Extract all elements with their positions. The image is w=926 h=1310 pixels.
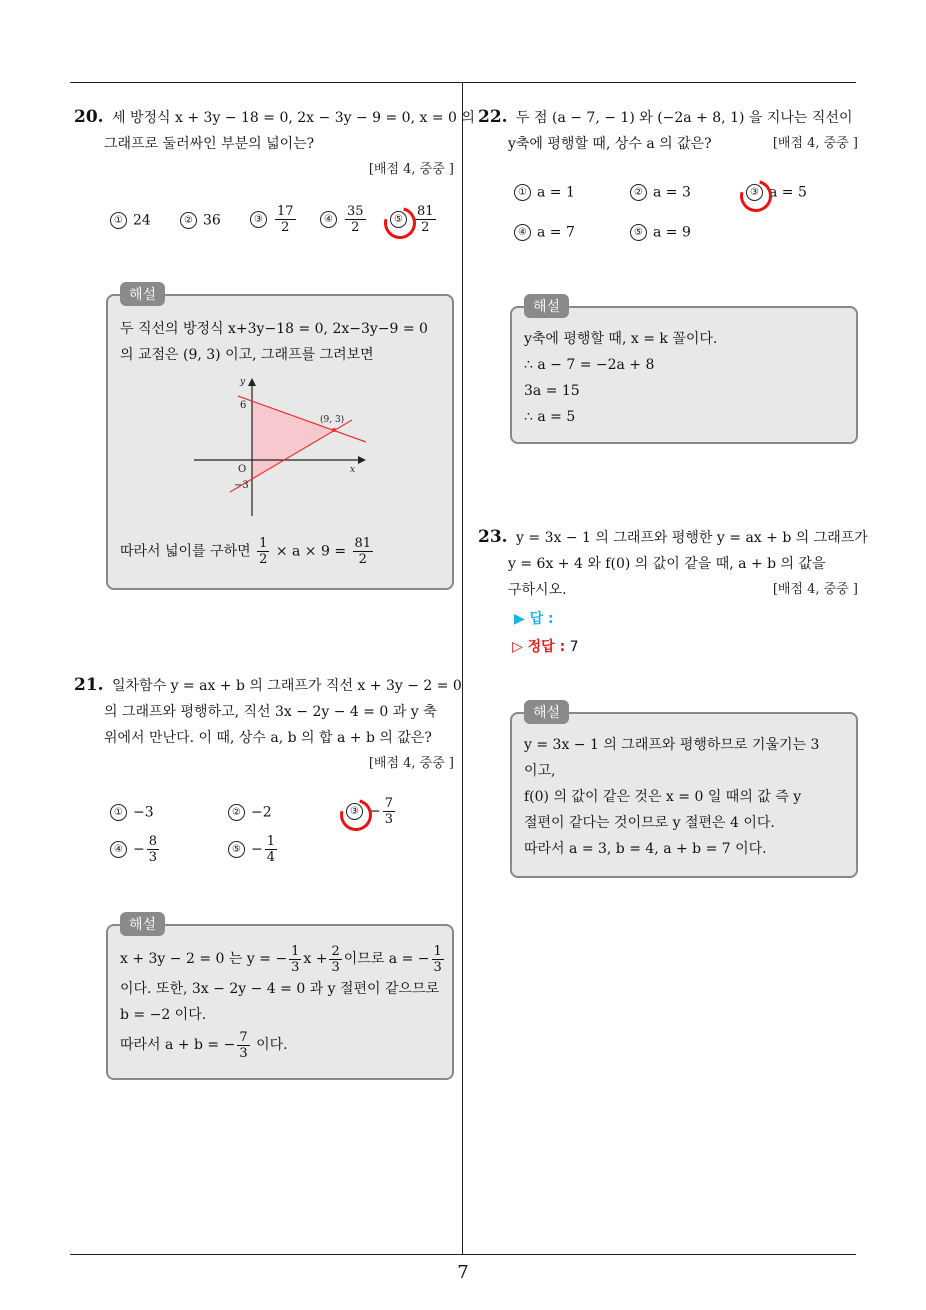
choice-3[interactable]: ③ $\frac{17}{2}$ xyxy=(250,204,298,235)
x-axis-label: x xyxy=(350,465,356,475)
question-22: 22. 두 점 (a − 7, − 1) 와 (−2a + 8, 1) 을 지나는 직선이 y축에 평행할 때, 상수 a 의 값은? [배점 4, 중중 ] xyxy=(478,104,858,157)
question-22-meta: [배점 4, 중중 ] xyxy=(772,136,858,151)
solution-tag: 해설 xyxy=(524,700,569,724)
question-number: 21. xyxy=(74,675,104,695)
bottom-rule xyxy=(70,1254,856,1255)
tick-6-label: 6 xyxy=(240,400,247,411)
top-rule xyxy=(70,82,856,83)
correct-answer xyxy=(512,636,579,656)
choice-3-selected[interactable]: ③ − $\frac{7}{3}$ xyxy=(346,796,691,827)
question-21: 21. 일차함수 y = ax + b 의 그래프가 직선 x + 3y − 2 = 0 의 그래프와 평행하고, 직선 3x − 2y − 4 = 0 과 y 축 위에서 만난다. 이 때, 상수 a, b 의 합 a + b 의 값은? [배점 4, 중중 ] xyxy=(74,672,454,777)
solution-graph xyxy=(190,376,390,521)
question-20-line-1: 20. 세 방정식 x + 3y − 18 = 0, 2x − 3y − 9 = 0, x = 0 의 xyxy=(74,107,475,127)
question-20-line-2: 그래프로 둘러싸인 부분의 넓이는? xyxy=(104,136,315,152)
intersection-point xyxy=(332,428,336,432)
choice-1[interactable]: ① a = 1 xyxy=(514,184,575,201)
correct-answer-value: 7 xyxy=(569,639,579,655)
y-axis-label: y xyxy=(240,377,246,387)
choice-5[interactable]: ⑤ − $\frac{1}{4}$ xyxy=(228,834,279,865)
solution-tag: 해설 xyxy=(120,912,165,936)
solution-box-20: 해설 두 직선의 방정식 x+3y−18 = 0, 2x−3y−9 = 0 의 교점은 (9, 3) 이고, 그래프를 그려보면 y x O 6 −3 (9, 3) 따라서 넓이를 구하면 $\frac{1}{2}$ × a × 9 = $\frac{81}{2}$ xyxy=(106,294,454,590)
solution-box-23: 해설 y = 3x − 1 의 그래프와 평행하므로 기울기는 3 이고, f(0) 의 값이 같은 것은 x = 0 일 때의 값 즉 y 절편이 같다는 것이므로 y 절편은 4 이다. 따라서 a = 3, b = 4, a + b = 7 이다. xyxy=(510,712,858,878)
choice-4[interactable]: ④ $\frac{35}{2}$ xyxy=(320,204,368,235)
red-circle-mark xyxy=(334,793,378,837)
page-number: 7 xyxy=(457,1262,469,1283)
question-23-meta: [배점 4, 중중 ] xyxy=(772,582,858,597)
question-20 xyxy=(74,104,475,183)
question-21-meta: [배점 4, 중중 ] xyxy=(368,756,454,771)
choice-5[interactable]: ⑤ a = 9 xyxy=(630,224,691,241)
solution-box-21: 해설 x + 3y − 2 = 0 는 y = − $\frac{1}{3}$ x + $\frac{2}{3}$ 이므로 a = − $\frac{1}{3}$ 이다. 또한, 3x − 2y − 4 = 0 과 y 절편이 같으므로 b = −2 이다. 따라서 a + b = − $\frac{7}{3}$ 이다. xyxy=(106,924,454,1080)
choice-1[interactable]: ① −3 xyxy=(110,804,154,821)
choice-4[interactable]: ④ a = 7 xyxy=(514,224,575,241)
question-number: 23. xyxy=(478,527,508,547)
question-20-choices xyxy=(110,204,455,244)
answer-label[interactable]: ▶ 답 : xyxy=(514,611,554,627)
choice-3-selected[interactable]: ③ a = 5 xyxy=(746,184,926,201)
choice-2[interactable]: ② −2 xyxy=(228,804,272,821)
column-divider xyxy=(462,82,463,1254)
choice-1[interactable]: ① 24 xyxy=(110,212,151,229)
correct-answer-label: ▷ 정답 : xyxy=(512,639,566,655)
choice-5-selected[interactable]: ⑤ $\frac{81}{2}$ xyxy=(390,204,735,235)
origin-label: O xyxy=(238,464,247,475)
question-21-choices xyxy=(110,796,455,876)
red-circle-mark xyxy=(734,174,778,218)
question-20-meta: [배점 4, 중중 ] xyxy=(368,162,454,177)
question-number: 20. xyxy=(74,107,104,127)
solution-final-line: 따라서 넓이를 구하면 $\frac{1}{2}$ × a × 9 = $\frac{81}{2}$ xyxy=(120,536,372,567)
solution-tag: 해설 xyxy=(120,282,165,306)
point-label: (9, 3) xyxy=(320,415,345,425)
choice-4[interactable]: ④ − $\frac{8}{3}$ xyxy=(110,834,161,865)
question-number: 22. xyxy=(478,107,508,127)
shaded-triangle xyxy=(252,401,334,480)
solution-box-22: 해설 y축에 평행할 때, x = k 꼴이다. ∴ a − 7 = −2a + 8 3a = 15 ∴ a = 5 xyxy=(510,306,858,444)
question-23: 23. y = 3x − 1 의 그래프와 평행한 y = ax + b 의 그래프가 y = 6x + 4 와 f(0) 의 값이 같을 때, a + b 의 값을 구하시오. [배점 4, 중중 ] xyxy=(478,524,858,603)
question-22-choices xyxy=(514,184,859,254)
tick-minus3-label: −3 xyxy=(234,480,249,491)
choice-2[interactable]: ② a = 3 xyxy=(630,184,691,201)
choice-2[interactable]: ② 36 xyxy=(180,212,221,229)
solution-tag: 해설 xyxy=(524,294,569,318)
